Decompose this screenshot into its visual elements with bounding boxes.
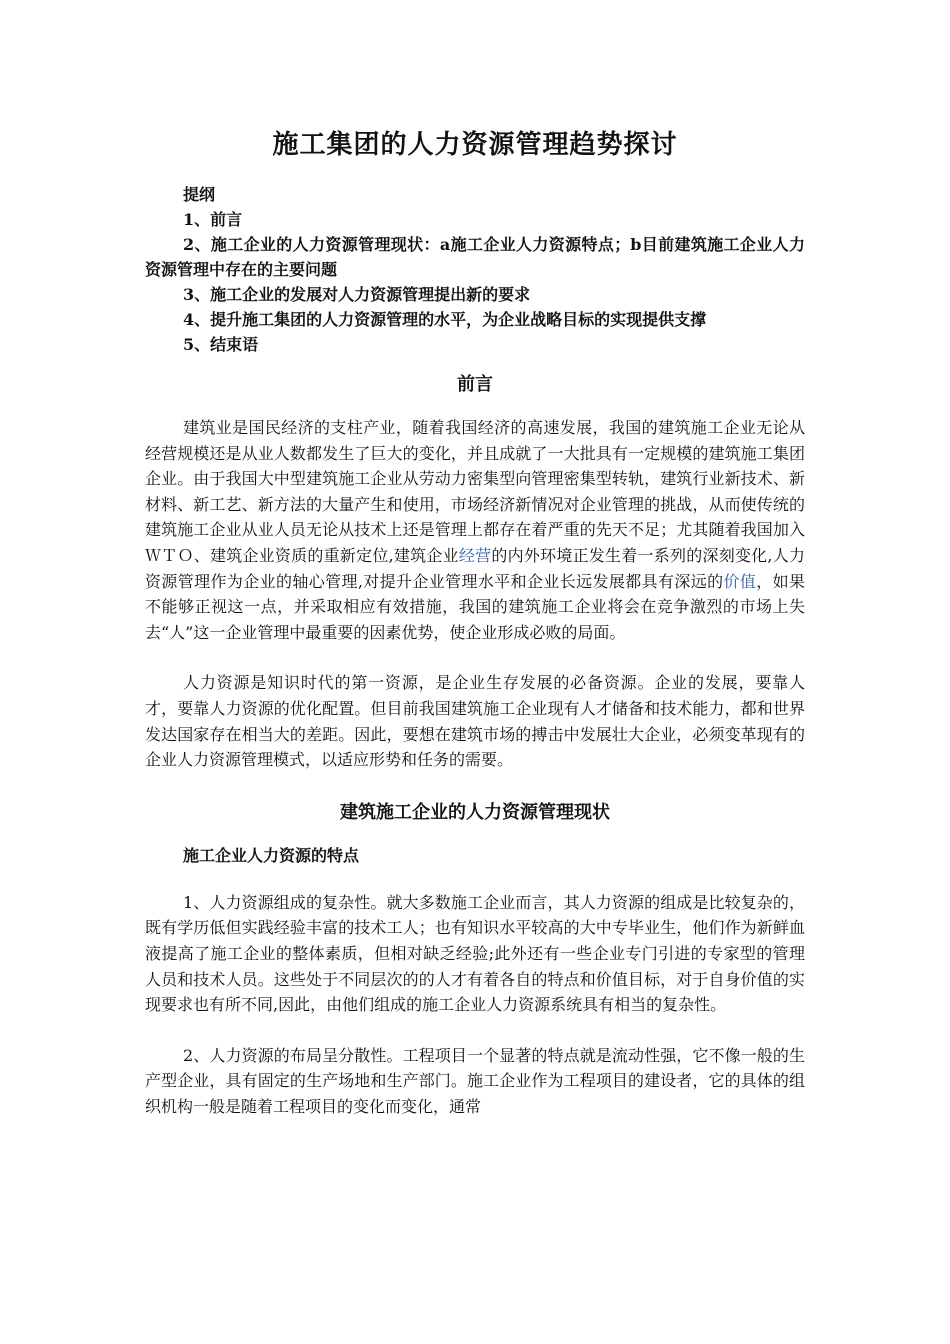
paragraph-preface-1 (145, 415, 805, 645)
section-heading-status: 建筑施工企业的人力资源管理现状 (340, 801, 610, 823)
outline-item-4: 4、提升施工集团的人力资源管理的水平，为企业战略目标的实现提供支撑 (183, 310, 707, 329)
paragraph-text: ，如果不能够正视这一点，并采取相应有效措施，我国的建筑施工企业将会在竞争激烈的市场上失去“人”这一企业管理中最重要的因素优势，使企业形成必败的局面。 (145, 571, 805, 642)
outline-item-5: 5、结束语 (183, 335, 259, 354)
outline-item-3: 3、施工企业的发展对人力资源管理提出新的要求 (183, 285, 531, 304)
outline-item-1: 1、前言 (183, 210, 243, 229)
paragraph-text: 的内外环境正发生着一系列的深刻变化,人力资源管理作为企业的轴心管理,对提升企业管理水平和企业长远发展都具有深远的 (145, 545, 805, 591)
subheading-characteristics: 施工企业人力资源的特点 (183, 845, 360, 865)
outline-item-2: 2、施工企业的人力资源管理现状：a施工企业人力资源特点；b目前建筑施工企业人力资源管理中存在的主要问题 (145, 235, 805, 279)
paragraph-preface-2: 人力资源是知识时代的第一资源，是企业生存发展的必备资源。企业的发展，要靠人才，要靠人力资源的优化配置。但目前我国建筑施工企业现有人才储备和技术能力，都和世界发达国家存在相当大的差距。因此，要想在建筑市场的搏击中发展壮大企业，必须变革现有的企业人力资源管理模式，以适应形势和任务的需要。 (145, 673, 805, 770)
link-value[interactable]: 价值 (723, 571, 757, 591)
section-heading-preface: 前言 (457, 374, 493, 395)
document-page (145, 128, 805, 1144)
paragraph-characteristic-2: 2、人力资源的布局呈分散性。工程项目一个显著的特点就是流动性强，它不像一般的生产型企业，具有固定的生产场地和生产部门。施工企业作为工程项目的建设者，它的具体的组织机构一般是随着工程项目的变化而变化，通常 (145, 1045, 805, 1116)
outline (145, 182, 805, 357)
paragraph-characteristic-1: 1、人力资源组成的复杂性。就大多数施工企业而言，其人力资源的组成是比较复杂的，既有学历低但实践经验丰富的技术工人；也有知识水平较高的大中专毕业生，他们作为新鲜血液提高了施工企业的整体素质，但相对缺乏经验;此外还有一些企业专门引进的专家型的管理人员和技术人员。这些处于不同层次的的人才有着各自的特点和价值目标，对于自身价值的实现要求也有所不同,因此，由他们组成的施工企业人力资源系统具有相当的复杂性。 (145, 892, 805, 1015)
link-operation[interactable]: 经营 (458, 545, 492, 565)
outline-heading: 提纲 (183, 185, 216, 204)
paragraph-text: 建筑业是国民经济的支柱产业，随着我国经济的高速发展，我国的建筑施工企业无论从经营规模还是从业人数都发生了巨大的变化，并且成就了一大批具有一定规模的建筑施工集团企业。由于我国大中型建筑施工企业从劳动力密集型向管理密集型转轨，建筑行业新技术、新材料、新工艺、新方法的大量产生和使用，市场经济新情况对企业管理的挑战，从而使传统的建筑施工企业从业人员无论从技术上还是管理上都存在着严重的先天不足；尤其随着我国加入ＷＴＯ、建筑企业资质的重新定位,建筑企业 (145, 418, 805, 565)
document-title: 施工集团的人力资源管理趋势探讨 (272, 130, 678, 160)
